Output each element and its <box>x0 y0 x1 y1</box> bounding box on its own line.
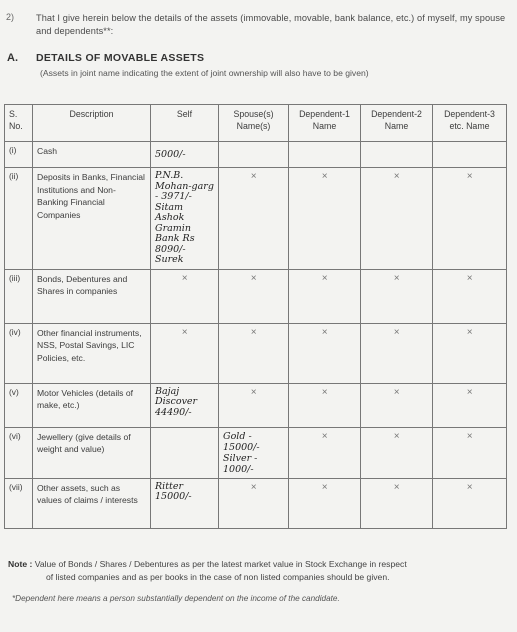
table-row <box>5 142 507 168</box>
note-label: Note : <box>8 559 33 569</box>
row-dep2-value: × <box>361 427 433 478</box>
row-sno: (iii) <box>5 269 33 323</box>
row-spouse-value: × <box>219 383 289 427</box>
row-description: Jewellery (give details of weight and value) <box>33 427 151 478</box>
note <box>8 558 508 583</box>
row-sno: (iv) <box>5 323 33 383</box>
row-self-value <box>151 427 219 478</box>
row-dep3-value: × <box>433 168 507 270</box>
row-dep1-value: × <box>289 383 361 427</box>
table-row <box>5 168 507 270</box>
note-line-2: of listed companies and as per books in the case of non listed companies should be given. <box>46 571 390 582</box>
row-self-value: Bajaj Discover 44490/- <box>151 383 219 427</box>
row-description: Other financial instruments, NSS, Postal Savings, LIC Policies, etc. <box>33 323 151 383</box>
row-spouse-value: × <box>219 323 289 383</box>
table-row <box>5 427 507 478</box>
row-dep2-value: × <box>361 383 433 427</box>
row-sno: (i) <box>5 142 33 168</box>
header-dependent-1: Dependent-1 Name <box>289 105 361 142</box>
row-dep3-value: × <box>433 427 507 478</box>
row-self-value: P.N.B. Mohan-garg - 3971/- Sitam Ashok Gramin Bank Rs 8090/- Surek <box>151 168 219 270</box>
row-spouse-value <box>219 142 289 168</box>
row-dep2-value <box>361 142 433 168</box>
row-self-value: Ritter 15000/- <box>151 478 219 528</box>
row-dep3-value: × <box>433 269 507 323</box>
header-sno: S. No. <box>5 105 33 142</box>
row-self-value: 5000/- <box>151 142 219 168</box>
table-header-row <box>5 105 507 142</box>
row-dep2-value: × <box>361 478 433 528</box>
row-dep3-value <box>433 142 507 168</box>
row-sno: (vii) <box>5 478 33 528</box>
row-spouse-value: Gold - 15000/- Silver - 1000/- <box>219 427 289 478</box>
row-spouse-value: × <box>219 168 289 270</box>
row-spouse-value: × <box>219 269 289 323</box>
table-row <box>5 269 507 323</box>
row-description: Motor Vehicles (details of make, etc.) <box>33 383 151 427</box>
row-sno: (vi) <box>5 427 33 478</box>
row-spouse-value: × <box>219 478 289 528</box>
row-dep3-value: × <box>433 383 507 427</box>
row-dep1-value: × <box>289 427 361 478</box>
footnote: *Dependent here means a person substantially dependent on the income of the candidate. <box>12 594 340 603</box>
row-dep3-value: × <box>433 323 507 383</box>
row-dep2-value: × <box>361 323 433 383</box>
row-sno: (ii) <box>5 168 33 270</box>
table-row <box>5 383 507 427</box>
header-dependent-3: Dependent-3 etc. Name <box>433 105 507 142</box>
row-description: Cash <box>33 142 151 168</box>
movable-assets-table <box>4 104 507 529</box>
row-dep1-value: × <box>289 168 361 270</box>
row-description: Bonds, Debentures and Shares in companies <box>33 269 151 323</box>
row-dep2-value: × <box>361 269 433 323</box>
note-line-1: Value of Bonds / Shares / Debentures as per the latest market value in Stock Exchange in respect <box>34 559 407 569</box>
header-spouse: Spouse(s) Name(s) <box>219 105 289 142</box>
row-description: Deposits in Banks, Financial Institutions and Non-Banking Financial Companies <box>33 168 151 270</box>
header-description: Description <box>33 105 151 142</box>
intro-marker: 2) <box>6 12 15 22</box>
row-dep1-value: × <box>289 269 361 323</box>
row-sno: (v) <box>5 383 33 427</box>
row-dep2-value: × <box>361 168 433 270</box>
row-dep1-value <box>289 142 361 168</box>
row-dep3-value: × <box>433 478 507 528</box>
row-dep1-value: × <box>289 478 361 528</box>
section-subtitle: (Assets in joint name indicating the extent of joint ownership will also have to be given) <box>40 68 369 78</box>
row-dep1-value: × <box>289 323 361 383</box>
header-dependent-2: Dependent-2 Name <box>361 105 433 142</box>
section-title: DETAILS OF MOVABLE ASSETS <box>36 52 205 64</box>
row-description: Other assets, such as values of claims / interests <box>33 478 151 528</box>
section-letter: A. <box>7 52 18 64</box>
table-row <box>5 323 507 383</box>
row-self-value: × <box>151 323 219 383</box>
header-self: Self <box>151 105 219 142</box>
table-row <box>5 478 507 528</box>
intro-text: That I give herein below the details of the assets (immovable, movable, bank balance, etc.) of myself, my spouse and dependents**: <box>36 13 506 36</box>
row-self-value: × <box>151 269 219 323</box>
